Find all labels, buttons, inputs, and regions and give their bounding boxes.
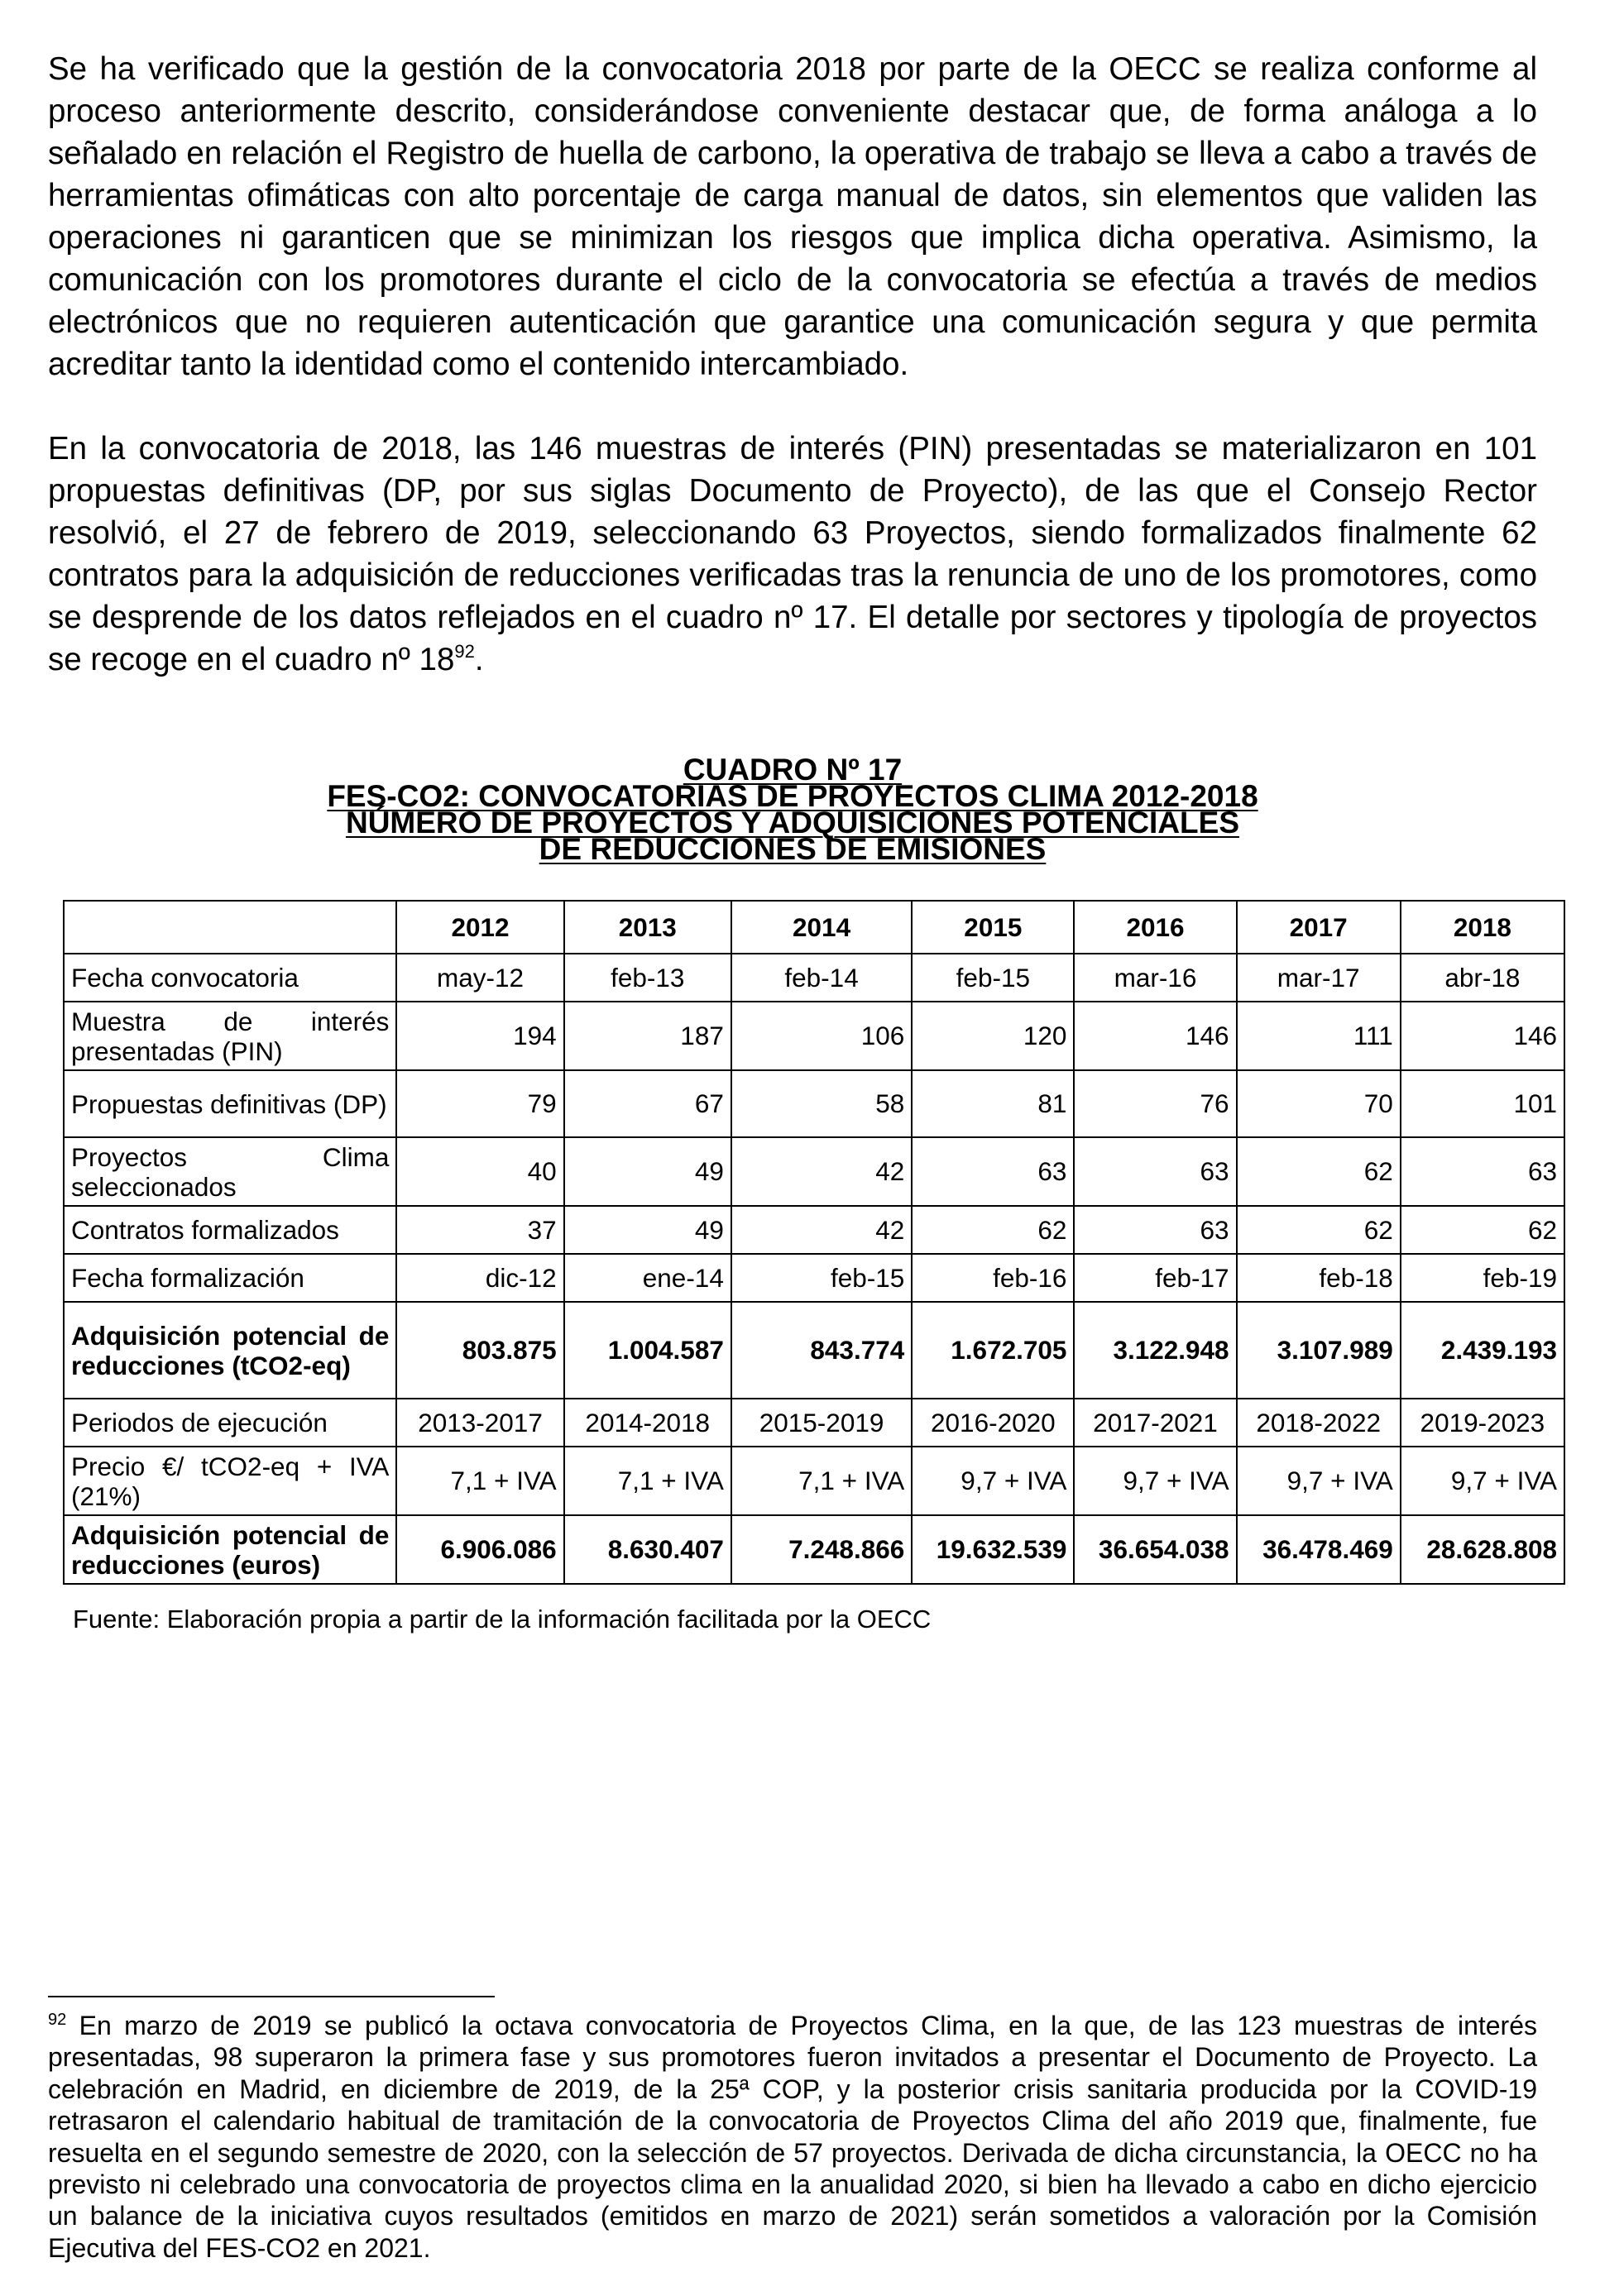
row-label: Fecha convocatoria — [64, 954, 396, 1002]
table-cell: 9,7 + IVA — [912, 1447, 1074, 1515]
table-row-contratos-formalizados — [64, 1206, 1564, 1254]
footnote — [48, 2010, 1537, 2264]
table-row-precio — [64, 1447, 1564, 1515]
paragraph-end: . — [474, 642, 484, 677]
table-cell: feb-16 — [912, 1254, 1074, 1302]
table-cell: 70 — [1237, 1070, 1401, 1137]
table-cell: 7,1 + IVA — [396, 1447, 563, 1515]
row-label: Adquisición potencial de reducciones (euros) — [64, 1515, 396, 1584]
table-cell: 58 — [731, 1070, 912, 1137]
table-cell: feb-17 — [1074, 1254, 1236, 1302]
table-cell: 3.122.948 — [1074, 1302, 1236, 1399]
table-cell: 63 — [1074, 1206, 1236, 1254]
table-cell: 63 — [912, 1137, 1074, 1206]
table-title-line: NÚMERO DE PROYECTOS Y ADQUISICIONES POTENCIALES — [345, 806, 1240, 839]
table-cell: 2014-2018 — [564, 1399, 731, 1447]
table-cell: 42 — [731, 1137, 912, 1206]
table-row-proyectos-seleccionados — [64, 1137, 1564, 1206]
table-cell: 49 — [564, 1137, 731, 1206]
table-header-row — [64, 901, 1564, 954]
table-row-adquisicion-tco2 — [64, 1302, 1564, 1399]
table-cell: 106 — [731, 1002, 912, 1070]
row-label: Propuestas definitivas (DP) — [64, 1070, 396, 1137]
table-cell: 843.774 — [731, 1302, 912, 1399]
table-cell: 36.478.469 — [1237, 1515, 1401, 1584]
year-header: 2017 — [1237, 901, 1401, 954]
table-cell: abr-18 — [1401, 954, 1564, 1002]
table-cell: 2018-2022 — [1237, 1399, 1401, 1447]
table-cell: 146 — [1401, 1002, 1564, 1070]
table-cell: feb-14 — [731, 954, 912, 1002]
table-cell: 2.439.193 — [1401, 1302, 1564, 1399]
table-cell: ene-14 — [564, 1254, 731, 1302]
table-cell: 9,7 + IVA — [1074, 1447, 1236, 1515]
header-corner-cell — [64, 901, 396, 954]
table-cell: 7,1 + IVA — [731, 1447, 912, 1515]
table-cell: 2017-2021 — [1074, 1399, 1236, 1447]
table-cell: 79 — [396, 1070, 563, 1137]
table-cell: feb-15 — [912, 954, 1074, 1002]
table-cell: 1.672.705 — [912, 1302, 1074, 1399]
table-cell: feb-15 — [731, 1254, 912, 1302]
year-header: 2012 — [396, 901, 563, 954]
table-cell: feb-13 — [564, 954, 731, 1002]
table-cell: 2015-2019 — [731, 1399, 912, 1447]
table-cell: 120 — [912, 1002, 1074, 1070]
table-row-periodos-ejecucion — [64, 1399, 1564, 1447]
year-header: 2015 — [912, 901, 1074, 954]
paragraph-convocatoria-2018-text: En la convocatoria de 2018, las 146 muestras de interés (PIN) presentadas se materializaron en 101 propuestas definitivas (DP, por sus siglas Documento de Proyecto), de las que el Consejo Rector resolvió, el 27 de febrero de 2019, seleccionando 63 Proyectos, siendo formalizados finalmente 62 contratos para la adquisición de reducciones verificadas tras la renuncia de uno de los promotores, como se desprende de los datos reflejados en el cuadro nº 17. El detalle por sectores y tipología de proyectos se recoge en el cuadro nº 18 — [48, 431, 1537, 677]
table-cell: 28.628.808 — [1401, 1515, 1564, 1584]
table-row-fecha-formalizacion — [64, 1254, 1564, 1302]
table-cell: 42 — [731, 1206, 912, 1254]
table-cell: 2019-2023 — [1401, 1399, 1564, 1447]
row-label: Fecha formalización — [64, 1254, 396, 1302]
footnote-reference[interactable]: 92 — [454, 641, 475, 662]
table-cell: 9,7 + IVA — [1401, 1447, 1564, 1515]
table-title — [48, 753, 1537, 866]
document-page — [48, 48, 1557, 1634]
table-cell: 62 — [912, 1206, 1074, 1254]
table-cell: 49 — [564, 1206, 731, 1254]
table-cell: 81 — [912, 1070, 1074, 1137]
table-cell: 62 — [1237, 1137, 1401, 1206]
table-source-note: Fuente: Elaboración propia a partir de la información facilitada por la OECC — [73, 1605, 932, 1634]
row-label: Adquisición potencial de reducciones (tCO2-eq) — [64, 1302, 396, 1399]
table-cell: 40 — [396, 1137, 563, 1206]
table-row-muestras-pin — [64, 1002, 1564, 1070]
table-title-line: DE REDUCCIONES DE EMISIONES — [539, 832, 1047, 866]
table-cell: 146 — [1074, 1002, 1236, 1070]
table-cell: may-12 — [396, 954, 563, 1002]
table-cell: 9,7 + IVA — [1237, 1447, 1401, 1515]
data-table — [63, 900, 1565, 1585]
table-cell: 76 — [1074, 1070, 1236, 1137]
table-cell: 1.004.587 — [564, 1302, 731, 1399]
table-cell: 2016-2020 — [912, 1399, 1074, 1447]
table-cell: feb-19 — [1401, 1254, 1564, 1302]
table-row-adquisicion-euros — [64, 1515, 1564, 1584]
table-cell: 19.632.539 — [912, 1515, 1074, 1584]
table-cell: 37 — [396, 1206, 563, 1254]
table-cell: 194 — [396, 1002, 563, 1070]
row-label: Periodos de ejecución — [64, 1399, 396, 1447]
table-cell: 8.630.407 — [564, 1515, 731, 1584]
table-cell: 101 — [1401, 1070, 1564, 1137]
table-cell: 62 — [1237, 1206, 1401, 1254]
table-cell: 67 — [564, 1070, 731, 1137]
footnote-number: 92 — [48, 2011, 67, 2029]
table-cell: 803.875 — [396, 1302, 563, 1399]
table-cell: 2013-2017 — [396, 1399, 563, 1447]
table-cell: 187 — [564, 1002, 731, 1070]
paragraph-convocatoria-2018 — [48, 428, 1537, 681]
table-cell: dic-12 — [396, 1254, 563, 1302]
table-cell: 62 — [1401, 1206, 1564, 1254]
footnote-divider — [48, 1996, 495, 1997]
row-label: Contratos formalizados — [64, 1206, 396, 1254]
table-cell: 111 — [1237, 1002, 1401, 1070]
year-header: 2018 — [1401, 901, 1564, 954]
row-label: Precio €/ tCO2-eq + IVA (21%) — [64, 1447, 396, 1515]
table-cell: 36.654.038 — [1074, 1515, 1236, 1584]
paragraph-verification: Se ha verificado que la gestión de la convocatoria 2018 por parte de la OECC se realiza conforme al proceso anteriormente descrito, considerándose conveniente destacar que, de forma análoga a lo señalado en relación el Registro de huella de carbono, la operativa de trabajo se lleva a cabo a través de herramientas ofimáticas con alto porcentaje de carga manual de datos, sin elementos que validen las operaciones ni garanticen que se minimizan los riesgos que implica dicha operativa. Asimismo, la comunicación con los promotores durante el ciclo de la convocatoria se efectúa a través de medios electrónicos que no requieren autenticación que garantice una comunicación segura y que permita acreditar tanto la identidad como el contenido intercambiado. — [48, 51, 1537, 382]
table-cell: mar-16 — [1074, 954, 1236, 1002]
year-header: 2016 — [1074, 901, 1236, 954]
table-cell: 6.906.086 — [396, 1515, 563, 1584]
table-title-line: CUADRO Nº 17 — [683, 753, 903, 787]
table-cell: 7,1 + IVA — [564, 1447, 731, 1515]
table-row-fecha-convocatoria — [64, 954, 1564, 1002]
year-header: 2013 — [564, 901, 731, 954]
table-cell: mar-17 — [1237, 954, 1401, 1002]
year-header: 2014 — [731, 901, 912, 954]
table-title-line: FES-CO2: CONVOCATORIAS DE PROYECTOS CLIMA 2012-2018 — [327, 779, 1258, 813]
footnote-text: En marzo de 2019 se publicó la octava convocatoria de Proyectos Clima, en la que, de las 123 muestras de interés presentadas, 98 superaron la primera fase y sus promotores fueron invitados a presentar el Documento de Proyecto. La celebración en Madrid, en diciembre de 2019, de la 25ª COP, y la posterior crisis sanitaria producida por la COVID-19 retrasaron el calendario habitual de tramitación de la convocatoria de Proyectos Clima del año 2019 que, finalmente, fue resuelta en el segundo semestre de 2020, con la selección de 57 proyectos. Derivada de dicha circunstancia, la OECC no ha previsto ni celebrado una convocatoria de proyectos clima en la anualidad 2020, si bien ha llevado a cabo en dicho ejercicio un balance de la iniciativa cuyos resultados (emitidos en marzo de 2021) serán sometidos a valoración por la Comisión Ejecutiva del FES-CO2 en 2021. — [48, 2011, 1537, 2263]
table-cell: 63 — [1401, 1137, 1564, 1206]
table-cell: 3.107.989 — [1237, 1302, 1401, 1399]
row-label: Proyectos Clima seleccionados — [64, 1137, 396, 1206]
row-label: Muestra de interés presentadas (PIN) — [64, 1002, 396, 1070]
table-row-propuestas-dp — [64, 1070, 1564, 1137]
table-cell: 7.248.866 — [731, 1515, 912, 1584]
table-cell: feb-18 — [1237, 1254, 1401, 1302]
table-cell: 63 — [1074, 1137, 1236, 1206]
